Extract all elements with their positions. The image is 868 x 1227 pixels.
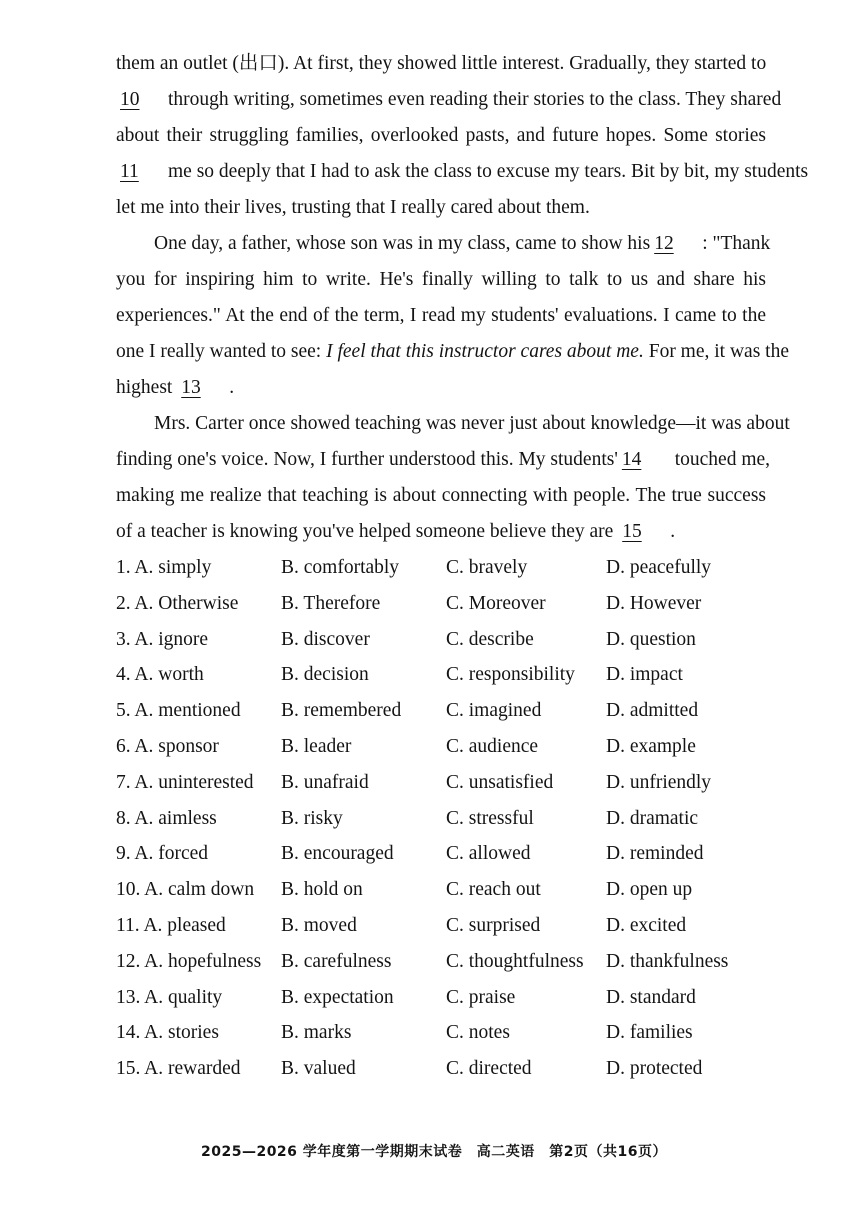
answer-blank: 14: [621, 449, 642, 470]
passage-line: about their struggling families, overlooked pasts, and future hopes. Some stories: [116, 125, 766, 146]
option-choice: B. Therefore: [281, 592, 381, 614]
answer-options: [116, 550, 756, 1087]
option-choice: 14. A. stories: [116, 1022, 219, 1044]
option-choice: D. dramatic: [606, 807, 699, 829]
option-choice: 12. A. hopefulness: [116, 950, 262, 972]
option-choice: 13. A. quality: [116, 986, 223, 1008]
option-choice: C. praise: [446, 986, 516, 1008]
option-choice: D. protected: [606, 1058, 703, 1080]
option-choice: C. stressful: [446, 807, 534, 829]
option-choice: C. imagined: [446, 700, 542, 722]
option-choice: C. Moreover: [446, 592, 546, 614]
option-row: [116, 872, 756, 908]
option-choice: 4. A. worth: [116, 664, 204, 686]
answer-blank: 12: [654, 233, 674, 254]
option-row: [116, 944, 756, 980]
answer-blank: 10: [120, 89, 140, 110]
option-choice: D. excited: [606, 914, 687, 936]
option-row: [116, 729, 756, 765]
option-row: [116, 908, 756, 944]
option-choice: D. reminded: [606, 843, 704, 865]
passage-line: finding one's voice. Now, I further understood this. My students' 14 touched me,: [116, 442, 766, 478]
option-choice: B. decision: [281, 664, 369, 686]
option-choice: 5. A. mentioned: [116, 700, 241, 722]
passage-line: experiences." At the end of the term, I read my students' evaluations. I came to the: [116, 305, 766, 326]
option-choice: B. unafraid: [281, 771, 369, 793]
option-choice: D. question: [606, 628, 696, 650]
option-row: [116, 693, 756, 729]
option-row: [116, 801, 756, 837]
option-choice: C. directed: [446, 1058, 532, 1080]
option-choice: 1. A. simply: [116, 557, 212, 578]
option-choice: B. carefulness: [281, 950, 392, 972]
passage-line: One day, a father, whose son was in my class, came to show his 12 : "Thank: [116, 226, 766, 262]
option-choice: B. expectation: [281, 986, 394, 1008]
option-choice: D. open up: [606, 879, 693, 901]
passage-line: them an outlet (出口). At first, they showed little interest. Gradually, they started to: [116, 53, 767, 74]
option-row: [116, 1015, 756, 1051]
option-choice: B. valued: [281, 1058, 356, 1080]
option-choice: D. impact: [606, 664, 683, 686]
option-choice: 8. A. aimless: [116, 807, 217, 829]
option-choice: D. peacefully: [606, 557, 712, 578]
passage-line: you for inspiring him to write. He's finally willing to talk to us and share his: [116, 269, 766, 290]
option-row: [116, 1051, 756, 1087]
answer-blank: 15: [622, 521, 642, 542]
option-choice: D. unfriendly: [606, 771, 712, 793]
option-choice: 11. A. pleased: [116, 914, 226, 936]
option-choice: 9. A. forced: [116, 843, 209, 865]
option-choice: D. example: [606, 735, 696, 757]
option-choice: C. unsatisfied: [446, 771, 554, 793]
option-choice: D. families: [606, 1022, 693, 1044]
page-footer: 2025—2026 学年度第一学期期末试卷 高二英语 第2页（共16页）: [200, 1144, 668, 1160]
option-choice: B. discover: [281, 628, 370, 650]
option-choice: 2. A. Otherwise: [116, 592, 239, 614]
option-choice: C. surprised: [446, 914, 541, 936]
option-choice: C. thoughtfulness: [446, 950, 584, 972]
option-choice: B. risky: [281, 807, 343, 829]
option-choice: C. allowed: [446, 843, 531, 865]
option-row: [116, 550, 756, 586]
option-choice: B. hold on: [281, 879, 363, 901]
answer-blank: 11: [120, 161, 139, 182]
option-row: [116, 622, 756, 658]
option-row: [116, 657, 756, 693]
reading-passage: [116, 46, 809, 550]
option-choice: C. notes: [446, 1022, 510, 1044]
option-row: [116, 980, 756, 1016]
option-choice: 6. A. sponsor: [116, 735, 219, 757]
option-choice: 7. A. uninterested: [116, 771, 254, 793]
option-choice: B. leader: [281, 735, 352, 757]
option-choice: B. moved: [281, 914, 357, 936]
option-choice: 15. A. rewarded: [116, 1058, 241, 1080]
answer-blank: 13: [181, 377, 201, 398]
option-row: [116, 836, 756, 872]
quoted-evaluation: I feel that this instructor cares about me.: [326, 341, 644, 362]
passage-line: 10 through writing, sometimes even reading their stories to the class. They shared: [116, 82, 766, 118]
passage-line: making me realize that teaching is about connecting with people. The true success: [116, 485, 766, 506]
option-choice: B. marks: [281, 1022, 352, 1044]
passage-line: let me into their lives, trusting that I really cared about them.: [116, 197, 590, 218]
passage-line: Mrs. Carter once showed teaching was never just about knowledge—it was about: [154, 413, 790, 434]
option-choice: C. responsibility: [446, 664, 575, 686]
option-row: [116, 765, 756, 801]
option-choice: D. standard: [606, 986, 696, 1008]
option-choice: C. bravely: [446, 557, 528, 578]
option-choice: D. However: [606, 592, 702, 614]
option-choice: 3. A. ignore: [116, 628, 209, 650]
option-choice: B. comfortably: [281, 557, 400, 578]
passage-line: one I really wanted to see: I feel that this instructor cares about me. For me, it was the: [116, 341, 789, 362]
option-choice: C. describe: [446, 628, 534, 650]
option-choice: B. encouraged: [281, 843, 394, 865]
passage-line: highest 13 .: [116, 370, 766, 406]
option-row: [116, 586, 756, 622]
passage-line: of a teacher is knowing you've helped someone believe they are 15 .: [116, 514, 766, 550]
option-choice: D. thankfulness: [606, 950, 729, 972]
passage-line: 11 me so deeply that I had to ask the class to excuse my tears. Bit by bit, my students: [116, 154, 766, 190]
option-choice: C. audience: [446, 735, 539, 757]
option-choice: C. reach out: [446, 879, 541, 901]
option-choice: D. admitted: [606, 700, 699, 722]
option-choice: B. remembered: [281, 700, 402, 722]
option-choice: 10. A. calm down: [116, 879, 255, 901]
